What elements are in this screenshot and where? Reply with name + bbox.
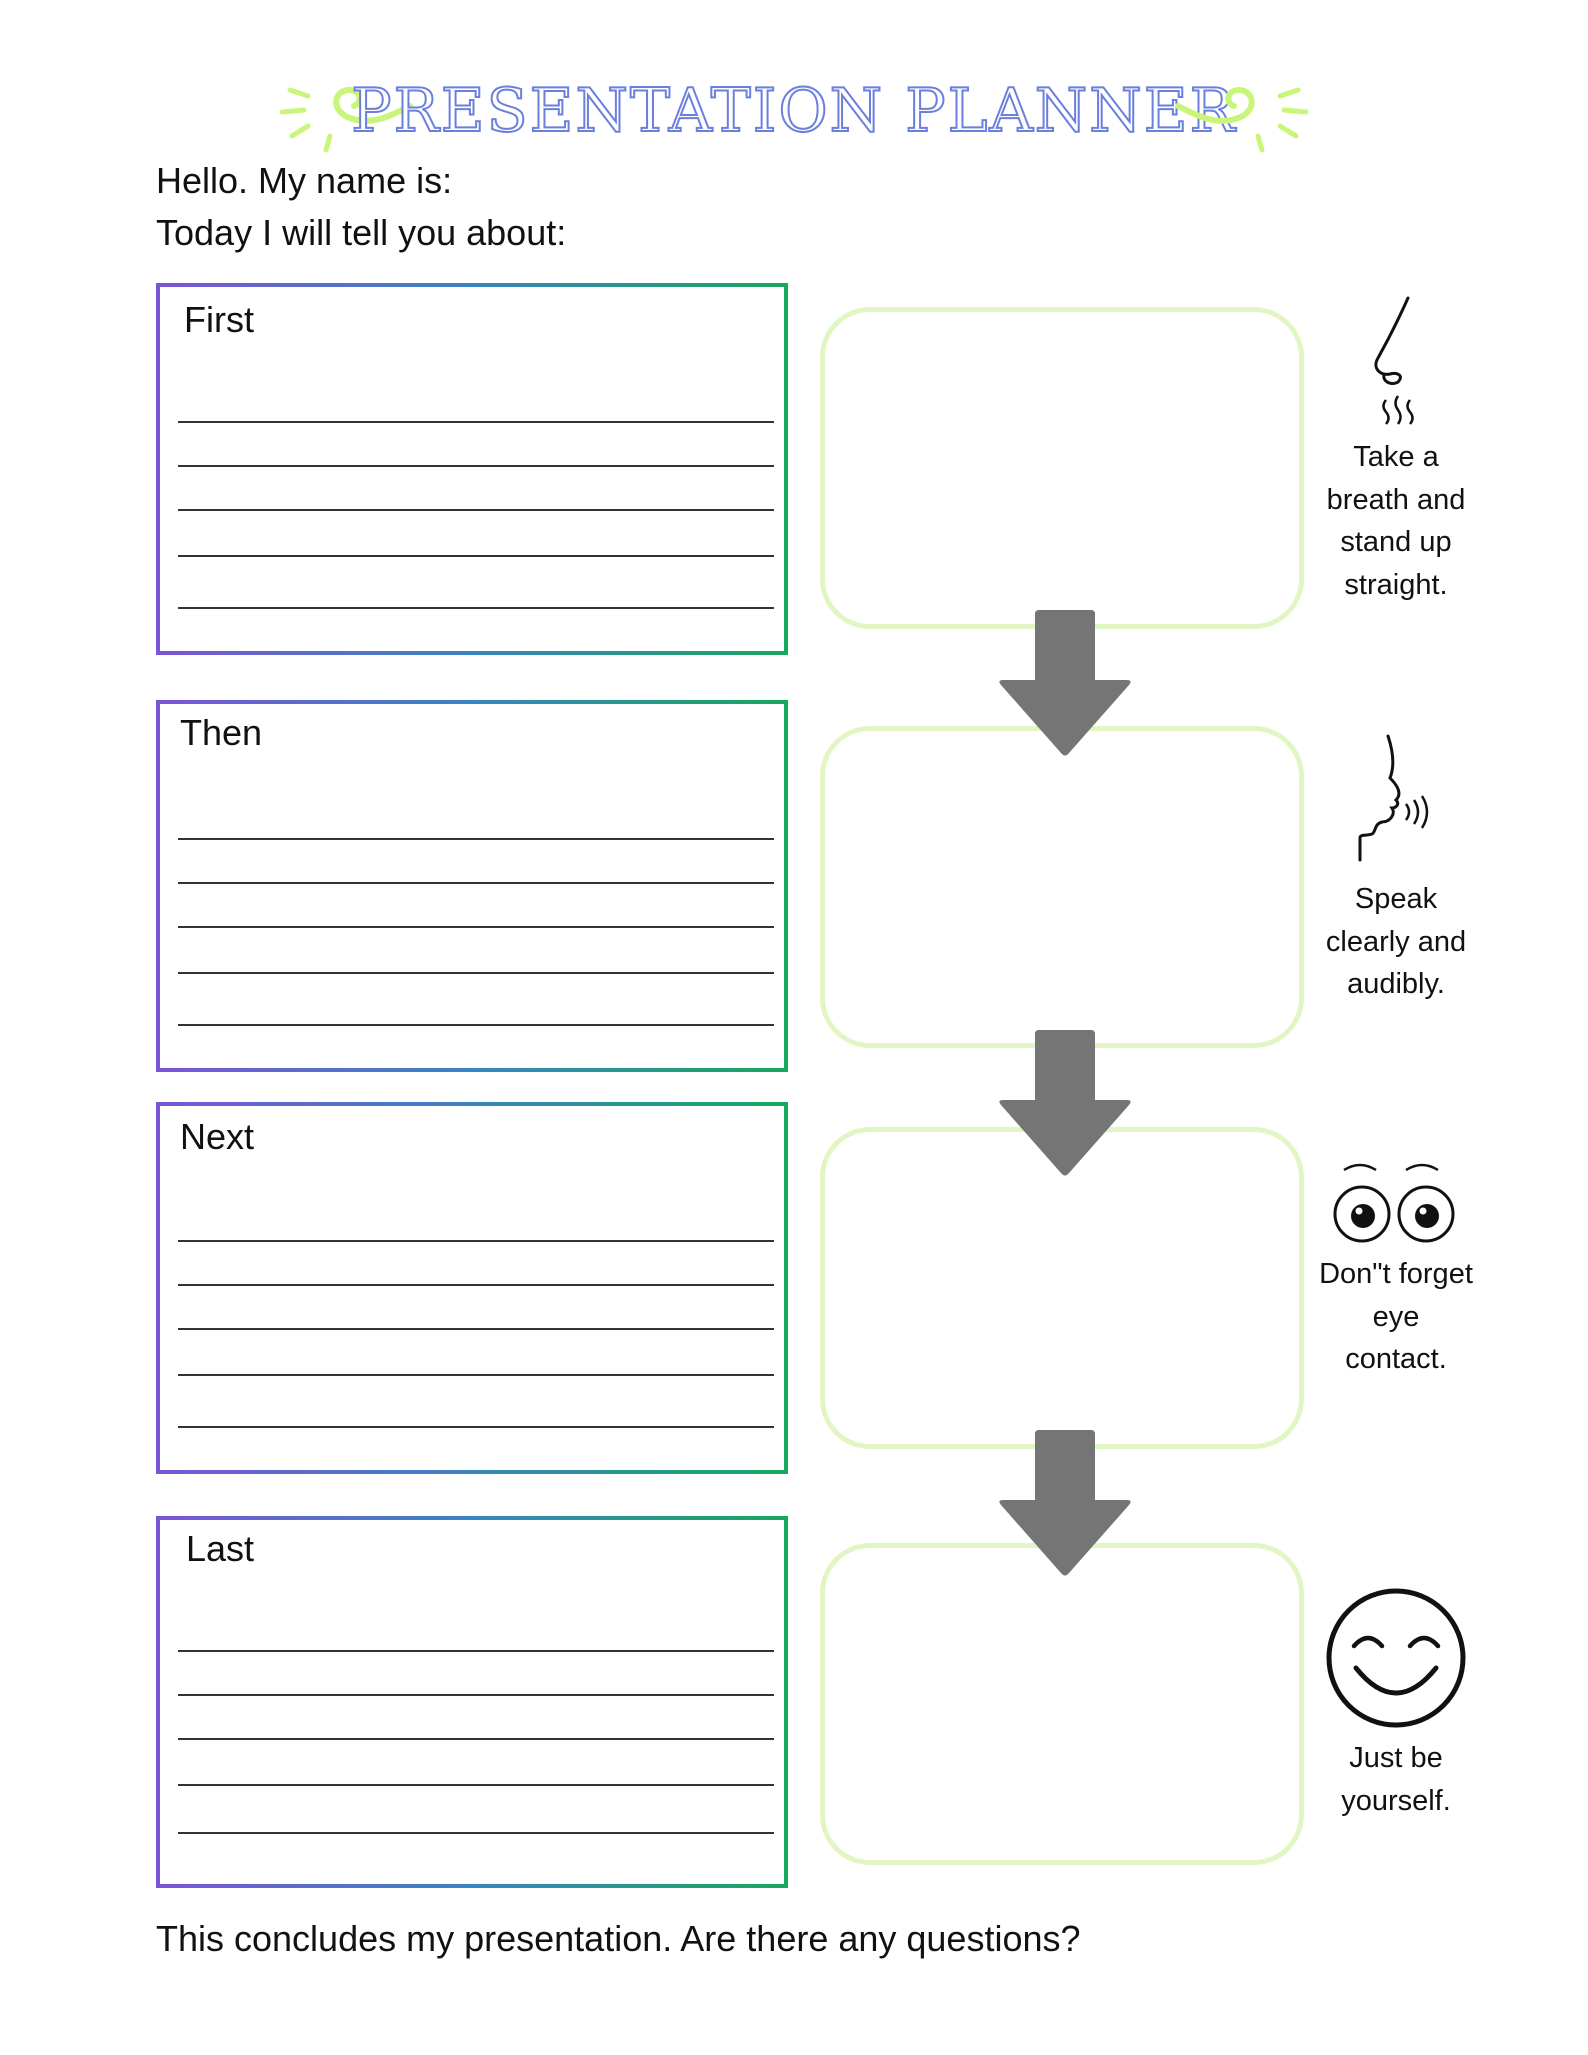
closing-line: This concludes my presentation. Are there any questions? (156, 1918, 1081, 1959)
speaking-face-icon (1350, 734, 1440, 864)
writing-line[interactable] (178, 509, 774, 511)
writing-line[interactable] (178, 1650, 774, 1652)
smiley-face-icon (1324, 1586, 1468, 1730)
section-then[interactable] (156, 700, 788, 1072)
writing-line[interactable] (178, 1328, 774, 1330)
writing-line[interactable] (178, 838, 774, 840)
section-label-then: Then (180, 712, 263, 753)
writing-line[interactable] (178, 1832, 774, 1834)
writing-line[interactable] (178, 882, 774, 884)
writing-line[interactable] (178, 972, 774, 974)
section-label-next: Next (180, 1116, 255, 1157)
writing-line[interactable] (178, 1284, 774, 1286)
section-next[interactable] (156, 1102, 788, 1474)
writing-line[interactable] (178, 607, 774, 609)
writing-line[interactable] (178, 1024, 774, 1026)
writing-line[interactable] (178, 1374, 774, 1376)
tip-text-be-yourself: Just be yourself. (1341, 1742, 1451, 1817)
section-first[interactable] (156, 283, 788, 655)
writing-line[interactable] (178, 1694, 774, 1696)
flow-box-1[interactable] (820, 307, 1304, 629)
flow-box-2[interactable] (820, 726, 1304, 1048)
section-label-first: First (184, 299, 254, 340)
tip-text-speak: Speak clearly and audibly. (1325, 883, 1467, 1000)
down-arrow-icon (995, 610, 1135, 760)
writing-line[interactable] (178, 1240, 774, 1242)
writing-line[interactable] (178, 926, 774, 928)
writing-line[interactable] (178, 421, 774, 423)
section-label-last: Last (186, 1528, 255, 1569)
page-title: PRESENTATION PLANNER (351, 76, 1237, 146)
flow-box-4[interactable] (820, 1543, 1304, 1865)
right-swirl-icon (1168, 70, 1308, 160)
writing-line[interactable] (178, 1426, 774, 1428)
tip-text-breath: Take a breath and stand up straight. (1326, 441, 1466, 601)
tip-text-eye-contact: Don"t forget eye contact. (1319, 1258, 1473, 1375)
header (0, 70, 1588, 160)
down-arrow-icon (995, 1430, 1135, 1580)
eyes-icon (1330, 1160, 1460, 1244)
section-last[interactable] (156, 1516, 788, 1888)
name-prompt: Hello. My name is: (156, 160, 453, 201)
down-arrow-icon (995, 1030, 1135, 1180)
writing-line[interactable] (178, 465, 774, 467)
writing-line[interactable] (178, 1738, 774, 1740)
nose-breath-icon (1360, 296, 1436, 430)
writing-line[interactable] (178, 1784, 774, 1786)
topic-prompt: Today I will tell you about: (156, 212, 567, 253)
writing-line[interactable] (178, 555, 774, 557)
